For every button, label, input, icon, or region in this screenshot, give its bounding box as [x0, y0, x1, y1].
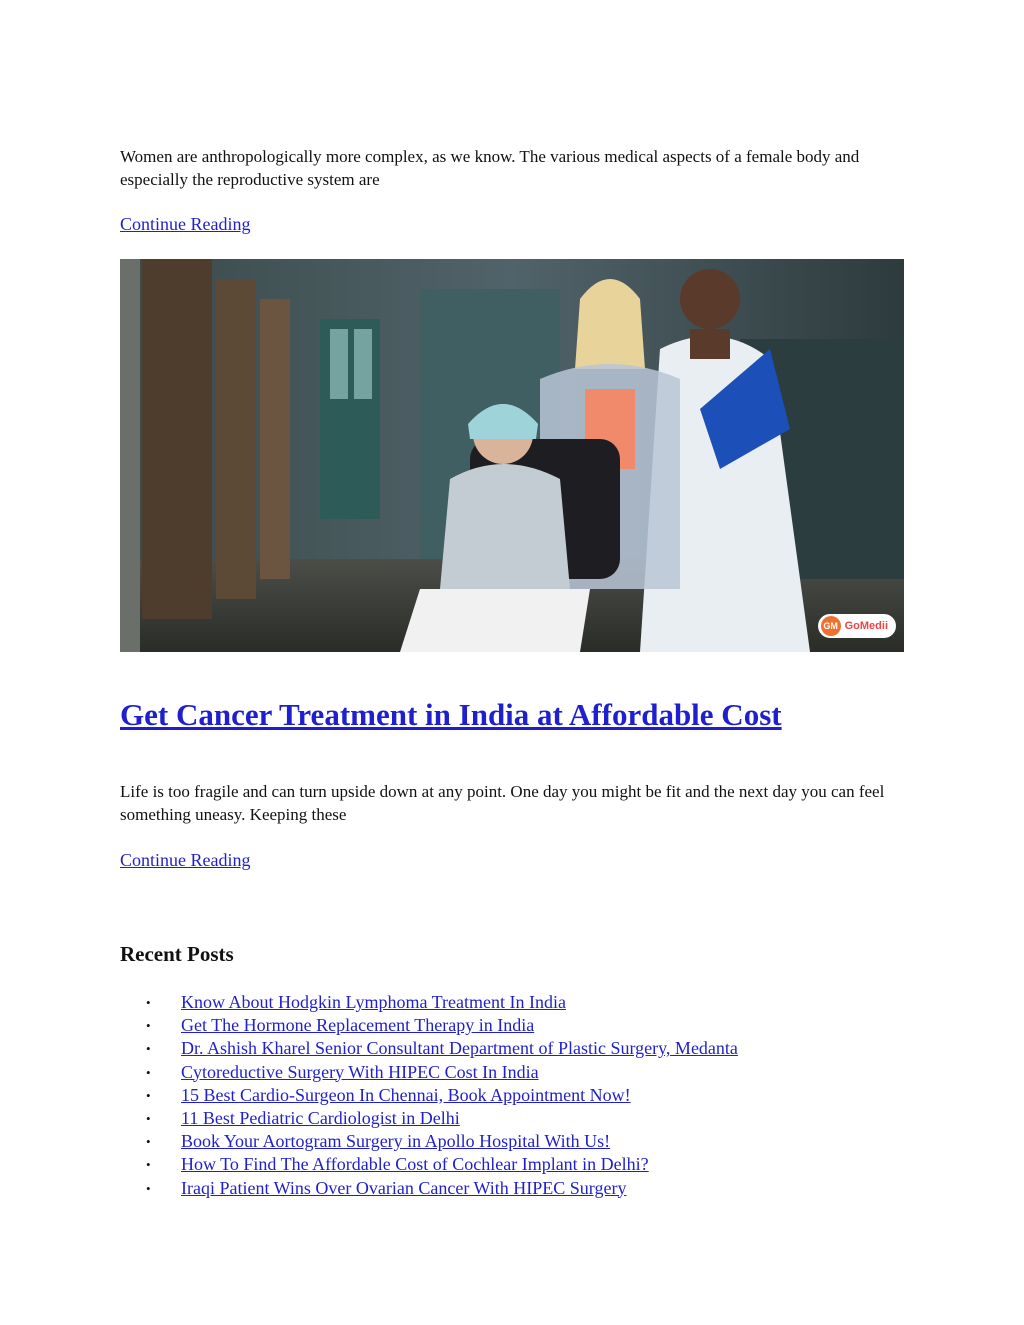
bullet-icon: • [146, 1157, 151, 1173]
recent-post-link[interactable]: Get The Hormone Replacement Therapy in India [181, 1015, 535, 1036]
recent-post-link[interactable]: Know About Hodgkin Lymphoma Treatment In India [181, 992, 566, 1012]
recent-post-link[interactable]: 15 Best Cardio-Surgeon In Chennai, Book Appointment Now! [181, 1084, 631, 1105]
list-item [120, 1061, 738, 1084]
bullet-icon: • [146, 1064, 151, 1080]
bullet-icon: • [146, 1180, 151, 1196]
post-excerpt: Life is too fragile and can turn upside down at any point. One day you might be fit and the next day you can feel something uneasy. Keeping these [120, 782, 885, 824]
bullet-icon: • [146, 1087, 151, 1103]
recent-post-link[interactable]: Dr. Ashish Kharel Senior Consultant Department of Plastic Surgery, Medanta [181, 1038, 738, 1059]
brand-logo [818, 614, 896, 638]
list-item [120, 991, 738, 1014]
list-item [120, 1084, 738, 1107]
post-title [120, 697, 782, 733]
post-title-link[interactable]: Get Cancer Treatment in India at Affordable Cost [120, 697, 782, 732]
bullet-icon: • [146, 1134, 151, 1150]
recent-post-link[interactable]: How To Find The Affordable Cost of Cochlear Implant in Delhi? [181, 1154, 649, 1175]
list-item [120, 1130, 738, 1153]
hospital-scene-image [120, 259, 904, 652]
post-excerpt: Women are anthropologically more complex, as we know. The various medical aspects of a female body and especially the reproductive system are [120, 147, 860, 189]
recent-posts-list [120, 991, 738, 1200]
bullet-icon: • [146, 1041, 151, 1057]
continue-reading-link[interactable]: Continue Reading [120, 850, 251, 870]
brand-logo-icon: GM [821, 616, 841, 636]
recent-posts-heading: Recent Posts [120, 942, 234, 966]
list-item [120, 1037, 738, 1060]
brand-logo-text: GoMedii [844, 620, 888, 632]
list-item [120, 1153, 738, 1176]
bullet-icon: • [146, 995, 151, 1010]
recent-post-link[interactable]: Cytoreductive Surgery With HIPEC Cost In India [181, 1061, 539, 1082]
list-item [120, 1014, 738, 1037]
list-item [120, 1177, 738, 1200]
recent-post-link[interactable]: Iraqi Patient Wins Over Ovarian Cancer With HIPEC Surgery [181, 1177, 627, 1198]
list-item [120, 1107, 738, 1130]
bullet-icon: • [146, 1018, 151, 1034]
post-featured-image[interactable] [120, 259, 904, 652]
recent-post-link[interactable]: 11 Best Pediatric Cardiologist in Delhi [181, 1108, 460, 1129]
recent-post-link[interactable]: Book Your Aortogram Surgery in Apollo Hospital With Us! [181, 1131, 611, 1152]
bullet-icon: • [146, 1111, 151, 1127]
continue-reading-link[interactable]: Continue Reading [120, 214, 251, 234]
